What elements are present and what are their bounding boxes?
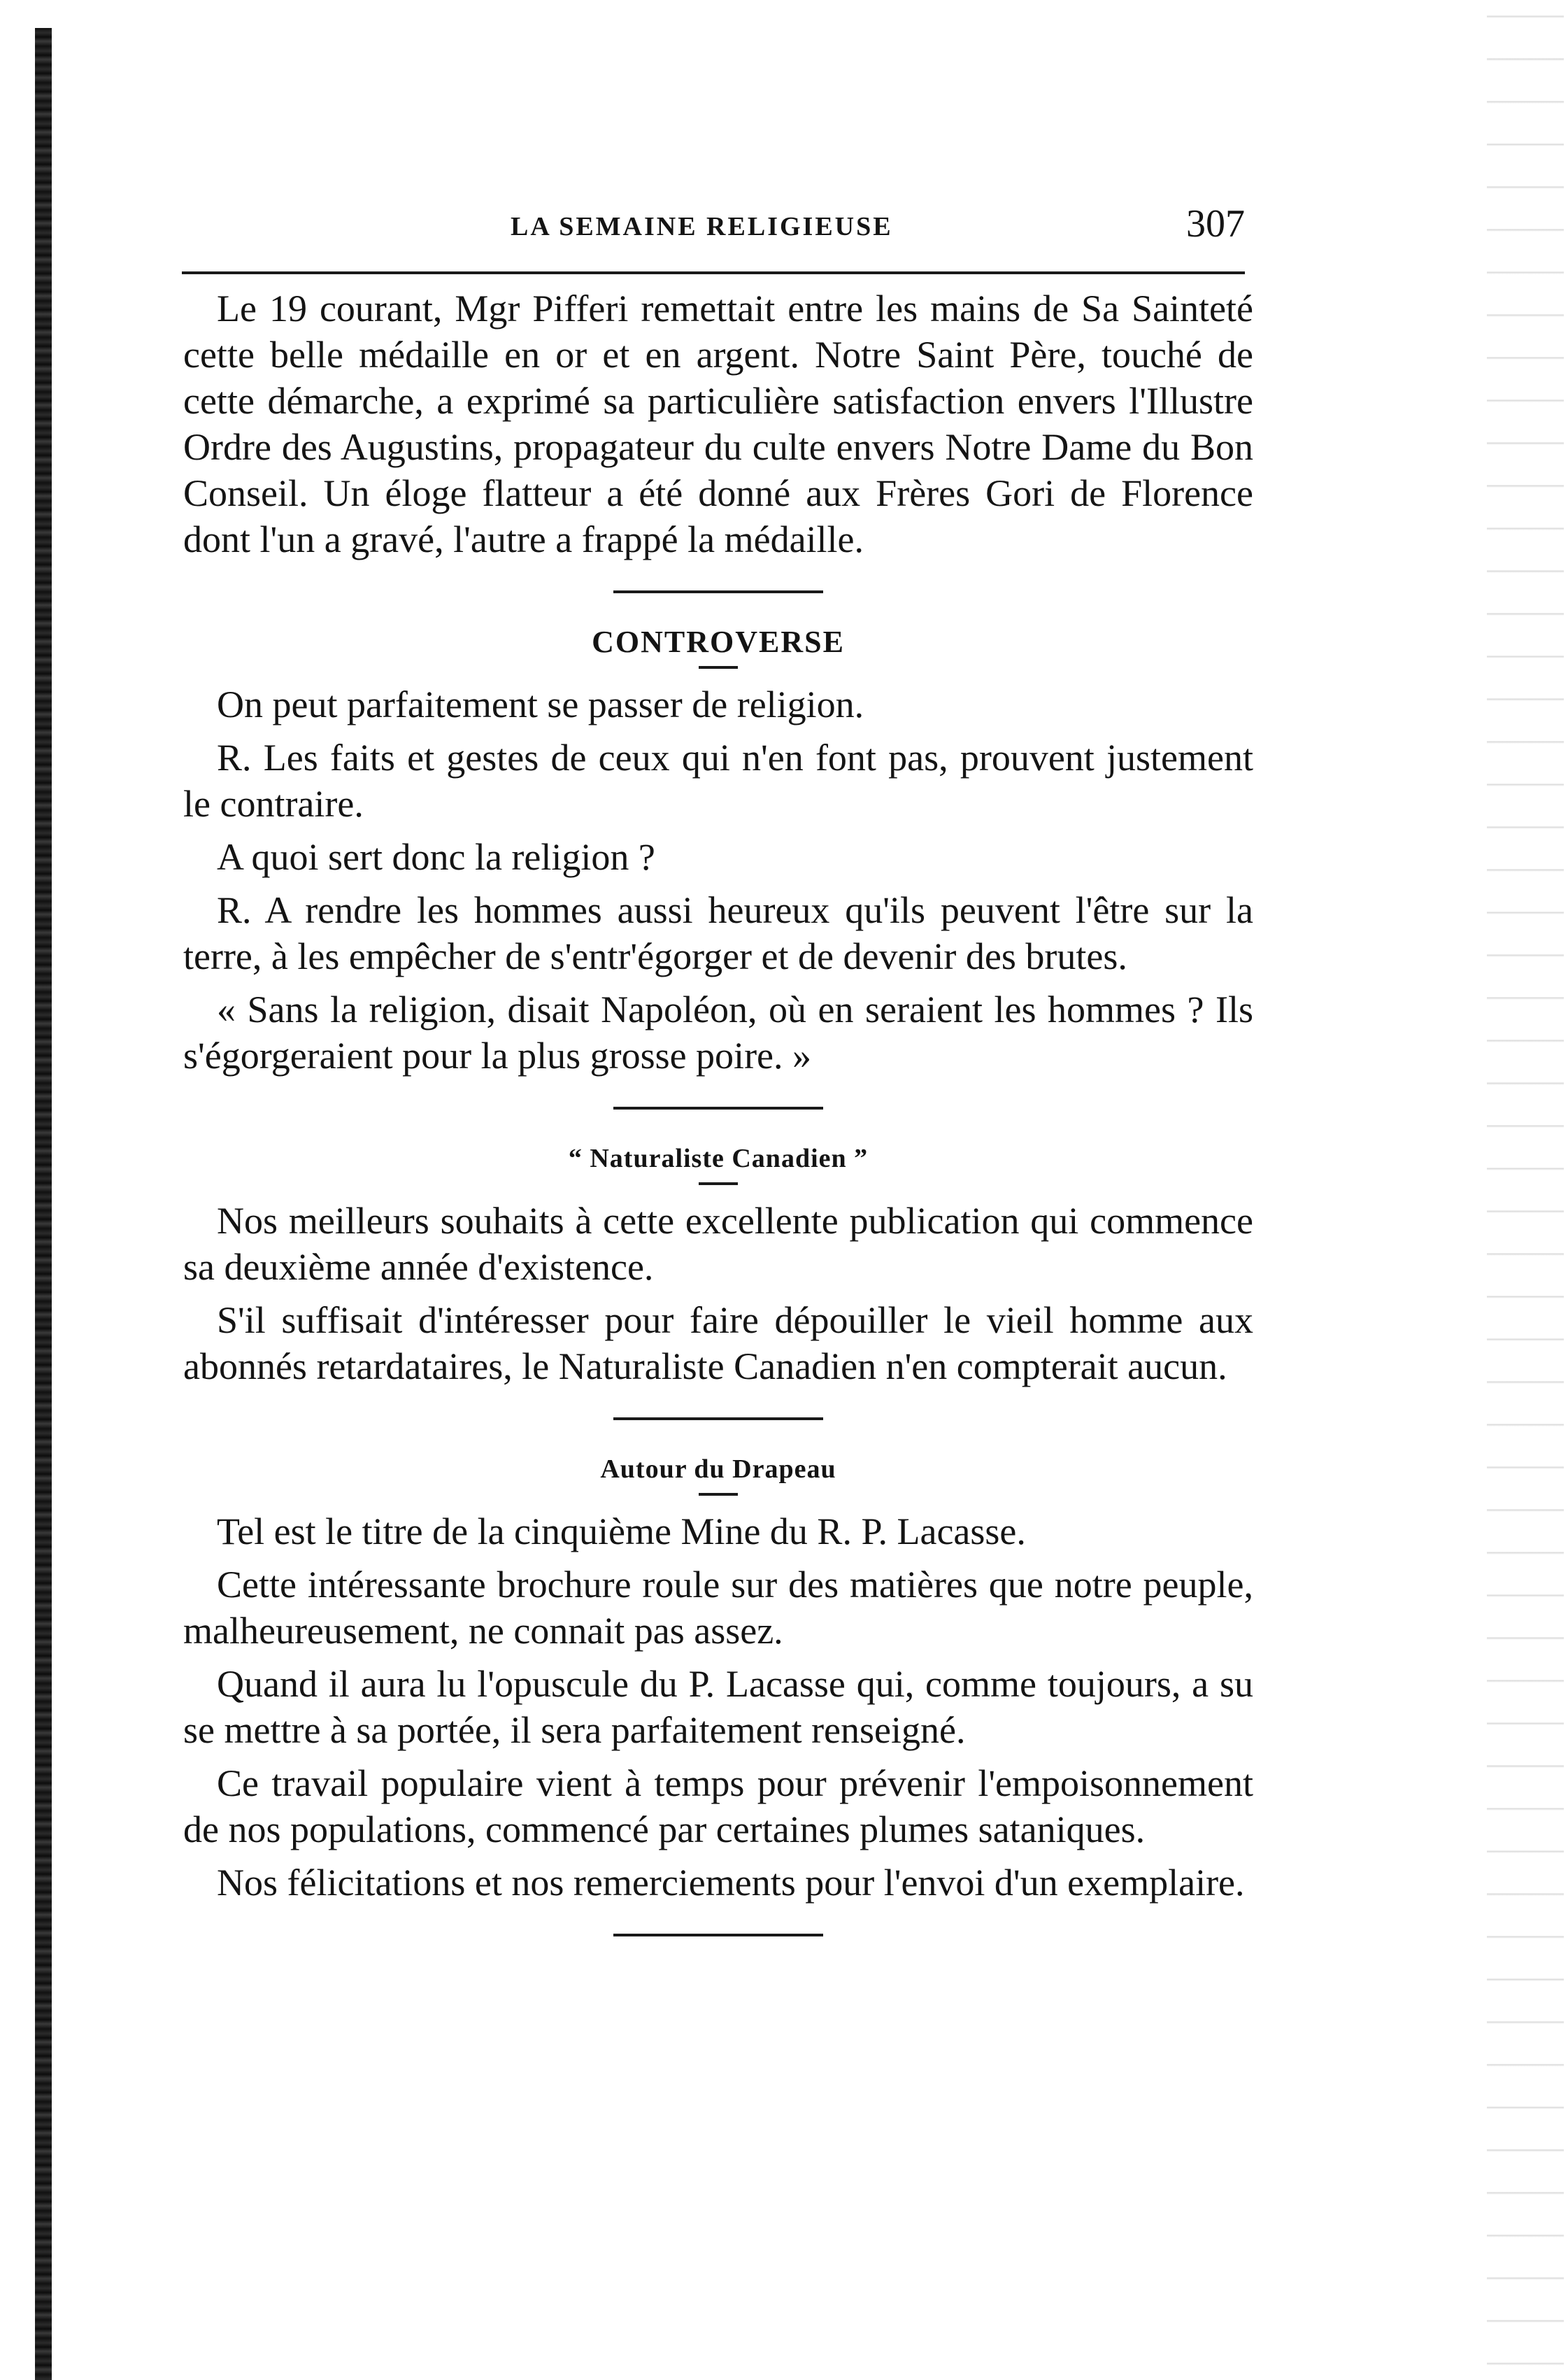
scan-noise-edge [1487,0,1564,2380]
article-drapeau [183,1448,1253,1906]
heading-rule [699,1182,738,1185]
page-body [183,285,1253,1964]
article-naturaliste [183,1138,1253,1389]
paragraph: Quand il aura lu l'opuscule du P. Lacasse qui, comme toujours, a su se mettre à sa portée, il sera parfaitement renseigné. [183,1663,1253,1751]
paragraph: R. Les faits et gestes de ceux qui n'en font pas, prouvent justement le contraire. [183,737,1253,825]
paragraph: R. A rendre les hommes aussi heureux qu'ils peuvent l'être sur la terre, à les empêcher de s'entr'égorger et de devenir des brutes. [183,889,1253,977]
paragraph: A quoi sert donc la religion ? [217,836,655,878]
paragraph: Le 19 courant, Mgr Pifferi remettait entre les mains de Sa Sainteté cette belle médaille en or et en argent. Notre Saint Père, touché de cette démarche, a exprimé sa particulière satisfaction envers l'Illustre Ordre des Augustins, propagateur du culte envers Notre Dame du Bon Conseil. Un éloge flatteur a été donné aux Frères Gori de Florence dont l'un a gravé, l'autre a frappé la médaille. [183,288,1253,560]
paragraph: Ce travail populaire vient à temps pour prévenir l'empoisonnement de nos populations, commencé par certaines plumes sataniques. [183,1762,1253,1850]
paragraph: Nos meilleurs souhaits à cette excellente publication qui commence sa deuxième année d'existence. [183,1200,1253,1288]
section-heading: Autour du Drapeau [600,1454,836,1484]
page-number: 307 [1186,202,1245,246]
scan-binding-edge [35,28,52,2380]
article-medaille [183,285,1253,562]
section-heading: CONTROVERSE [592,625,845,659]
paragraph: On peut parfaitement se passer de religion. [217,683,864,725]
article-controverse [183,621,1253,1079]
section-heading: “ Naturaliste Canadien ” [568,1144,869,1173]
section-separator [613,1934,823,1936]
section-separator [613,1107,823,1110]
paragraph: S'il suffisait d'intéresser pour faire dépouiller le vieil homme aux abonnés retardataires, le Naturaliste Canadien n'en compterait aucun. [183,1299,1253,1387]
running-head [175,201,1245,250]
paragraph: Cette intéressante brochure roule sur des matières que notre peuple, malheureusement, ne connait pas assez. [183,1564,1253,1652]
heading-rule [699,1493,738,1496]
heading-rule [699,666,738,669]
header-rule [182,271,1245,274]
section-separator [613,1417,823,1420]
section-separator [613,590,823,593]
paragraph: Tel est le titre de la cinquième Mine du R. P. Lacasse. [217,1510,1026,1552]
running-title: LA SEMAINE RELIGIEUSE [511,212,893,241]
paragraph: Nos félicitations et nos remerciements pour l'envoi d'un exemplaire. [217,1862,1245,1904]
paragraph: « Sans la religion, disait Napoléon, où en seraient les hommes ? Ils s'égorgeraient pour la plus grosse poire. » [183,989,1253,1077]
